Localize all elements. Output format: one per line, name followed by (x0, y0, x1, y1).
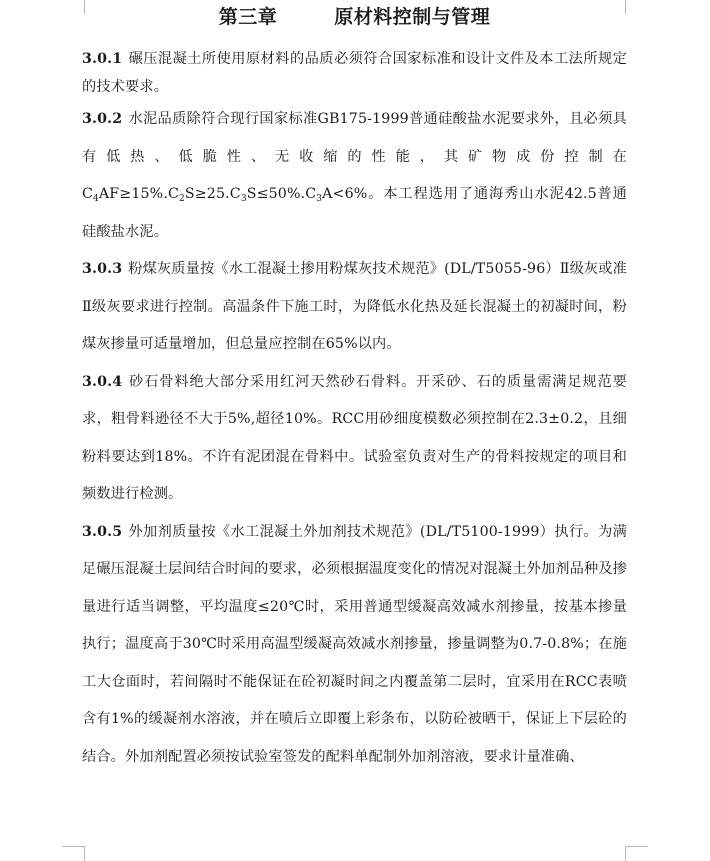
chapter-title: 第三章 原材料控制与管理 (218, 6, 491, 28)
section-number: 3.0.3 (82, 261, 123, 277)
crop-mark-top-right (625, 0, 648, 14)
section-text: 水泥品质除符合现行国家标准GB175-1999普通硅酸盐水泥要求外，且必须具有低热、低脆性、无收缩的性能，其矿物成份控制在C (82, 111, 627, 202)
section-text: 粉煤灰质量按《水工混凝土掺用粉煤灰技术规范》(DL/T5055-96）Ⅱ级灰或准Ⅱ级灰要求进行控制。高温条件下施工时，为降低水化热及延长混凝土的初凝时间，粉煤灰掺量可适量增加，但总量应控制在65%以内。 (82, 261, 627, 352)
section-number: 3.0.5 (82, 523, 123, 540)
section-text: 外加剂质量按《水工混凝土外加剂技术规范》(DL/T5100-1999）执行。为满足碾压混凝土层间结合时间的要求，必须根据温度变化的情况对混凝土外加剂品种及掺量进行适当调整，平均温度≤20℃时，采用普通型缓凝高效减水剂掺量，按基本掺量执行；温度高于30℃时采用高温型缓凝高效减水剂掺量，掺量调整为0.7-0.8%；在施工大仓面时，若间隔时不能保证在砼初凝时间之内覆盖第二层时，宜采用在RCC表喷含有1%的缓凝剂水溶液，并在喷后立即覆上彩条布，以防砼被晒干，保证上下层砼的结合。外加剂配置必须按试验室签发的配料单配制外加剂溶液，要求计量准确、 (82, 523, 627, 765)
section-number: 3.0.1 (82, 51, 123, 67)
section-number: 3.0.4 (82, 373, 123, 390)
section-number: 3.0.2 (82, 111, 123, 127)
subscript: 2 (178, 194, 185, 204)
document-page (82, 0, 627, 776)
subscript: 3 (240, 194, 247, 204)
subscript: 4 (93, 194, 99, 204)
section-text: A<6%。本工程选用了通海秀山水泥42.5普通硅酸盐水泥。 (82, 186, 627, 240)
section-3-0-2 (82, 101, 627, 251)
crop-mark-bottom-left (62, 846, 85, 861)
section-text: S≤50%.C (246, 186, 317, 202)
section-text: S≥25.C (184, 186, 241, 202)
section-3-0-4 (82, 364, 627, 514)
section-text: 碾压混凝土所使用原材料的品质必须符合国家标准和设计文件及本工法所规定的技术要求。 (82, 51, 627, 95)
crop-mark-bottom-right (625, 846, 648, 861)
section-3-0-5 (82, 514, 627, 777)
section-text: AF≥15%.C (98, 186, 179, 202)
section-3-0-3 (82, 251, 627, 364)
section-text: 砂石骨料绝大部分采用红河天然砂石骨料。开采砂、石的质量需满足规范要求，粗骨料逊径不大于5%,超径10%。RCC用砂细度模数必须控制在2.3±0.2，且细粉料要达到18%。不许有泥团混在骨料中。试验室负责对生产的骨料按规定的项目和频数进行检测。 (82, 373, 627, 502)
section-3-0-1 (82, 45, 627, 101)
subscript: 3 (316, 194, 323, 204)
